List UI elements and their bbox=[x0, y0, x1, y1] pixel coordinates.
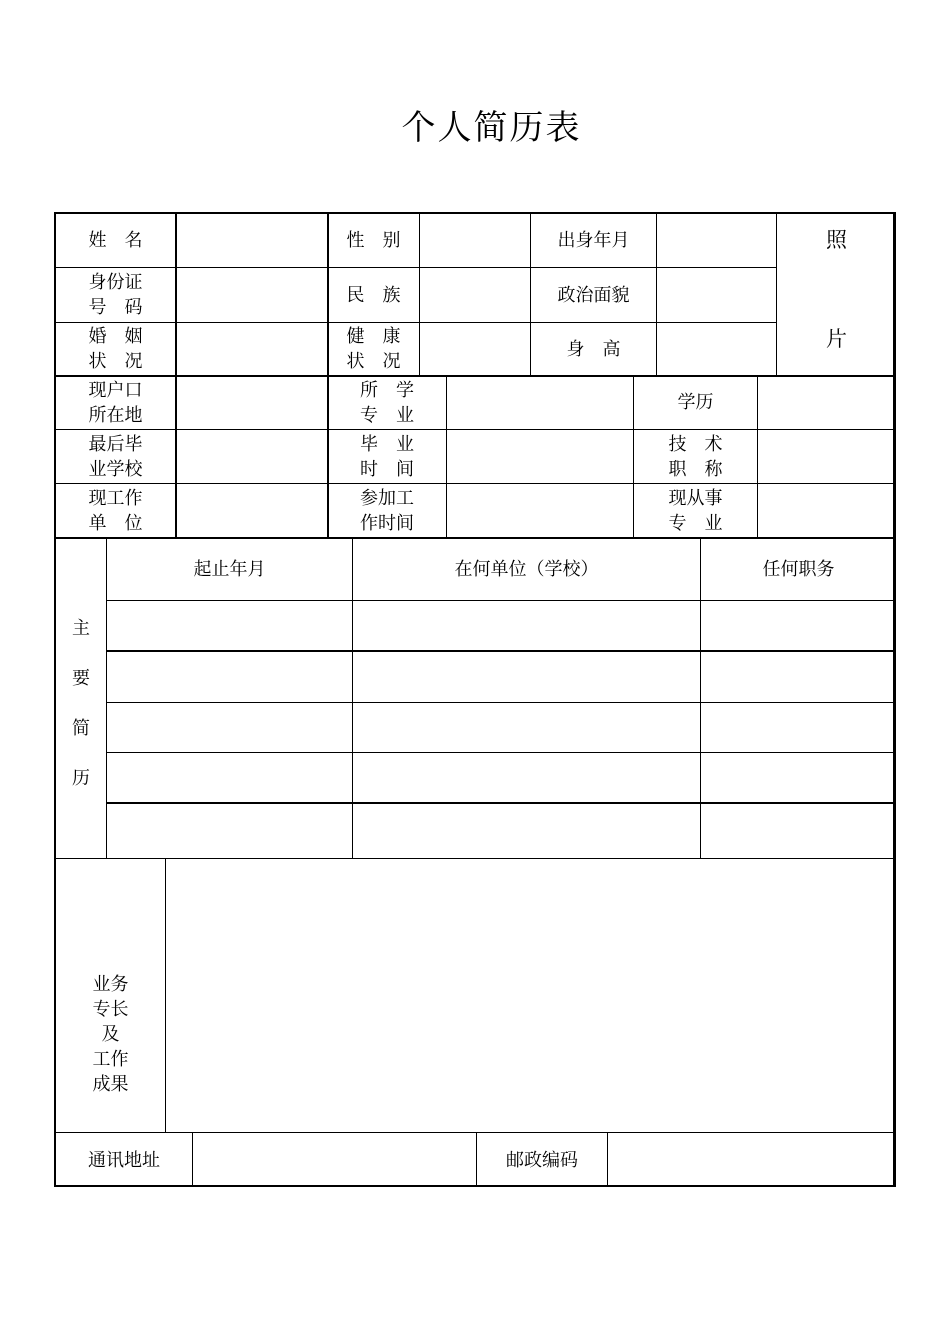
photo-label-top: 照 bbox=[826, 228, 847, 252]
health-label bbox=[328, 323, 419, 375]
address-field[interactable] bbox=[193, 1133, 476, 1187]
resume-row-position[interactable] bbox=[701, 601, 896, 650]
hukou-label bbox=[56, 376, 175, 429]
hukou-label-line2: 所在地 bbox=[88, 404, 143, 426]
name-label: 姓 名 bbox=[88, 230, 143, 251]
work-unit-label bbox=[56, 484, 175, 537]
postcode-label: 邮政编码 bbox=[506, 1149, 578, 1171]
work-start-time-label-line2: 作时间 bbox=[360, 512, 414, 534]
resume-side-char: 要 bbox=[72, 668, 90, 689]
work-start-time-label bbox=[328, 484, 446, 537]
major-field[interactable] bbox=[447, 376, 633, 429]
health-field[interactable] bbox=[420, 323, 530, 375]
resume-row-period[interactable] bbox=[107, 703, 352, 752]
expertise-label bbox=[56, 959, 165, 1109]
resume-header-unit: 在何单位（学校） bbox=[454, 559, 599, 580]
expertise-field[interactable] bbox=[166, 859, 896, 1132]
resume-row-unit[interactable] bbox=[353, 804, 700, 858]
marital-status-label bbox=[56, 323, 175, 375]
ethnicity-label: 民 族 bbox=[346, 284, 401, 306]
resume-row-period[interactable] bbox=[107, 601, 352, 650]
current-profession-label-line2: 专 业 bbox=[668, 512, 723, 534]
resume-header-period: 起止年月 bbox=[193, 559, 266, 580]
address-label: 通讯地址 bbox=[88, 1149, 160, 1171]
resume-row-period[interactable] bbox=[107, 652, 352, 702]
marital-status-label-line1: 婚 姻 bbox=[88, 326, 143, 347]
technical-title-label bbox=[634, 430, 757, 483]
resume-side-char: 简 bbox=[72, 718, 90, 739]
technical-title-field[interactable] bbox=[758, 430, 896, 483]
resume-row-period[interactable] bbox=[107, 753, 352, 802]
height-label: 身 高 bbox=[566, 338, 621, 360]
gender-field[interactable] bbox=[420, 214, 530, 267]
id-number-label-line1: 身份证 bbox=[88, 272, 143, 293]
height-field[interactable] bbox=[657, 323, 776, 375]
resume-row-position[interactable] bbox=[701, 652, 896, 702]
name-field[interactable] bbox=[176, 214, 327, 267]
work-unit-field[interactable] bbox=[176, 484, 327, 537]
id-number-label-line2: 号 码 bbox=[88, 297, 143, 318]
resume-row-position[interactable] bbox=[701, 804, 896, 858]
current-profession-label-line1: 现从事 bbox=[668, 487, 723, 509]
resume-row-position[interactable] bbox=[701, 703, 896, 752]
resume-header-position: 任何职务 bbox=[762, 559, 835, 580]
health-label-line2: 状 况 bbox=[346, 351, 401, 372]
resume-side-char: 主 bbox=[72, 618, 90, 639]
graduation-time-label bbox=[328, 430, 446, 483]
graduation-time-field[interactable] bbox=[447, 430, 633, 483]
major-label bbox=[328, 376, 446, 429]
education-field[interactable] bbox=[758, 376, 896, 429]
technical-title-label-line1: 技 术 bbox=[668, 433, 723, 455]
graduated-school-label-line1: 最后毕 bbox=[88, 433, 143, 455]
major-label-line2: 专 业 bbox=[360, 404, 414, 426]
birth-label: 出身年月 bbox=[557, 230, 630, 251]
resume-side-char: 历 bbox=[72, 768, 90, 789]
resume-row-position[interactable] bbox=[701, 753, 896, 802]
graduated-school-label bbox=[56, 430, 175, 483]
graduated-school-field[interactable] bbox=[176, 430, 327, 483]
expertise-label-line: 工作 bbox=[92, 1048, 129, 1070]
birth-field[interactable] bbox=[657, 214, 776, 267]
page-title: 个人简历表 bbox=[401, 108, 582, 148]
major-label-line1: 所 学 bbox=[360, 379, 414, 401]
health-label-line1: 健 康 bbox=[346, 326, 401, 347]
expertise-label-line: 专长 bbox=[92, 998, 129, 1020]
resume-row-unit[interactable] bbox=[353, 753, 700, 802]
political-status-label: 政治面貌 bbox=[557, 284, 630, 306]
current-profession-label bbox=[634, 484, 757, 537]
expertise-label-line: 及 bbox=[101, 1023, 120, 1045]
ethnicity-field[interactable] bbox=[420, 268, 530, 322]
id-number-label bbox=[56, 268, 175, 322]
work-start-time-label-line1: 参加工 bbox=[360, 487, 414, 509]
resume-side-label bbox=[56, 594, 106, 814]
photo-label-bottom: 片 bbox=[826, 326, 847, 351]
graduation-time-label-line2: 时 间 bbox=[360, 458, 414, 480]
work-start-time-field[interactable] bbox=[447, 484, 633, 537]
graduation-time-label-line1: 毕 业 bbox=[360, 433, 414, 455]
resume-form bbox=[54, 212, 896, 1187]
graduated-school-label-line2: 业学校 bbox=[88, 458, 143, 480]
resume-row-period[interactable] bbox=[107, 804, 352, 858]
hukou-label-line1: 现户口 bbox=[88, 379, 143, 401]
current-profession-field[interactable] bbox=[758, 484, 896, 537]
political-status-field[interactable] bbox=[657, 268, 776, 322]
marital-status-label-line2: 状 况 bbox=[88, 351, 143, 372]
expertise-label-line: 成果 bbox=[92, 1073, 129, 1095]
marital-status-field[interactable] bbox=[176, 323, 327, 375]
work-unit-label-line2: 单 位 bbox=[88, 512, 143, 534]
resume-row-unit[interactable] bbox=[353, 652, 700, 702]
expertise-label-line: 业务 bbox=[92, 973, 129, 995]
work-unit-label-line1: 现工作 bbox=[88, 487, 143, 509]
resume-row-unit[interactable] bbox=[353, 703, 700, 752]
resume-row-unit[interactable] bbox=[353, 601, 700, 650]
postcode-field[interactable] bbox=[608, 1133, 896, 1187]
gender-label: 性 别 bbox=[346, 230, 401, 251]
hukou-field[interactable] bbox=[176, 376, 327, 429]
id-number-field[interactable] bbox=[176, 268, 327, 322]
technical-title-label-line2: 职 称 bbox=[668, 458, 723, 480]
education-label: 学历 bbox=[677, 392, 714, 413]
